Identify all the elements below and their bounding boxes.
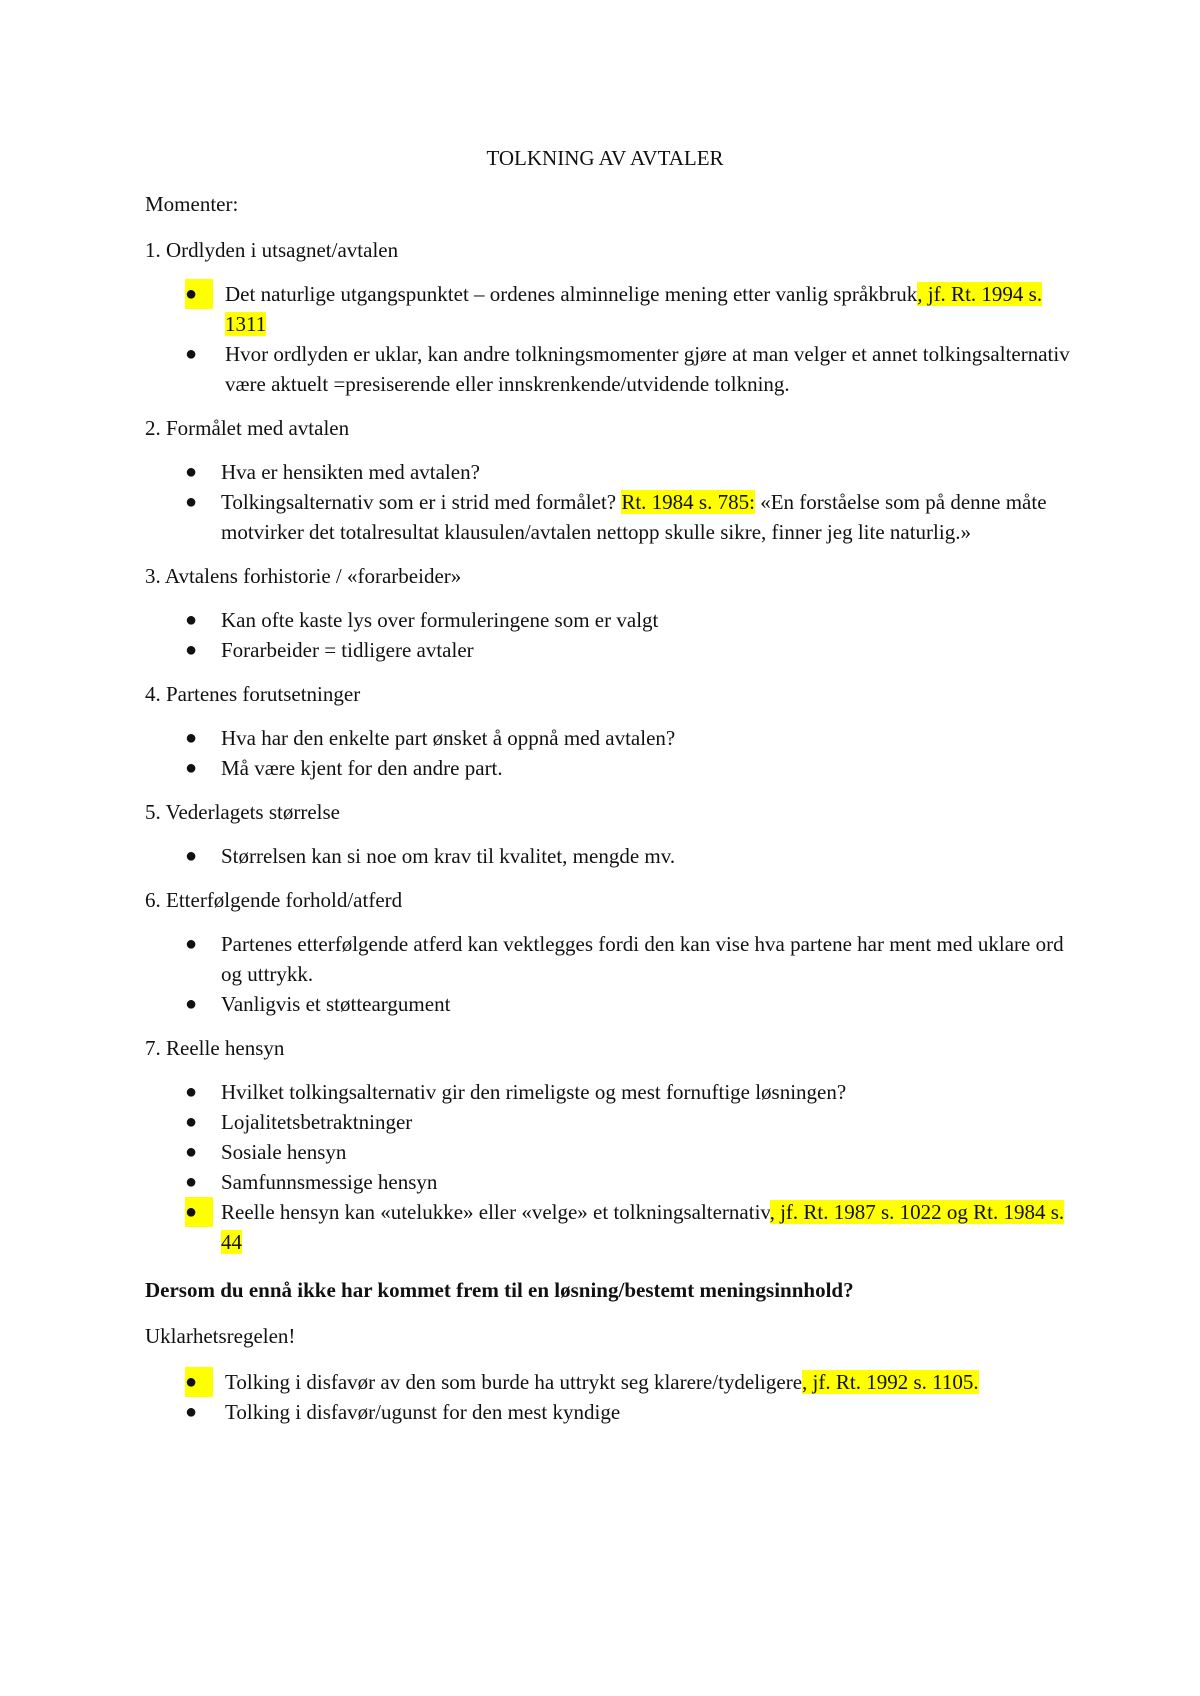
list-item-text: Samfunnsmessige hensyn: [221, 1170, 438, 1194]
list-item: [145, 841, 1070, 871]
section-bullet-list: [145, 723, 1070, 783]
list-item-text: Kan ofte kaste lys over formuleringene som er valgt: [221, 608, 659, 632]
highlighted-citation: , jf. Rt. 1992 s. 1105.: [802, 1370, 979, 1394]
list-item-text: Hva er hensikten med avtalen?: [221, 460, 480, 484]
list-item-text: Lojalitetsbetraktninger: [221, 1110, 413, 1134]
list-item-text: Hva har den enkelte part ønsket å oppnå med avtalen?: [221, 726, 676, 750]
document-page: [145, 143, 1070, 1441]
bullet-icon: ●: [185, 279, 213, 309]
list-item-text: Tolking i disfavør/ugunst for den mest kyndige: [225, 1400, 621, 1424]
list-item-text: Må være kjent for den andre part.: [221, 756, 503, 780]
list-item: [145, 1137, 1070, 1167]
list-item-text: Partenes etterfølgende atferd kan vektlegges fordi den kan vise hva partene har ment med uklare ord og uttrykk.: [221, 932, 1064, 986]
bullet-icon: ●: [185, 1141, 198, 1163]
bullet-icon: ●: [185, 1111, 198, 1133]
bullet-icon: ●: [185, 993, 198, 1015]
section-heading: 7. Reelle hensyn: [145, 1036, 285, 1060]
list-item: [145, 279, 1070, 339]
list-item-text: Sosiale hensyn: [221, 1140, 347, 1164]
section-heading: 1. Ordlyden i utsagnet/avtalen: [145, 238, 399, 262]
list-item-text: Hvor ordlyden er uklar, kan andre tolkningsmomenter gjøre at man velger et annet tolkingsalternativ være aktuelt =presiserende eller innskrenkende/utvidende tolkning.: [225, 342, 1070, 396]
question-heading: Dersom du ennå ikke har kommet frem til en løsning/bestemt meningsinnhold?: [145, 1278, 854, 1302]
section-bullet-list: [145, 841, 1070, 871]
list-item: [145, 605, 1070, 635]
section-bullet-list: [145, 929, 1070, 1019]
section-bullet-list: [145, 457, 1070, 547]
bullet-icon: ●: [185, 491, 198, 513]
list-item: [145, 723, 1070, 753]
list-item-text: Reelle hensyn kan «utelukke» eller «velge» et tolkningsalternativ: [221, 1200, 770, 1224]
bullet-icon: ●: [185, 933, 198, 955]
list-item: [145, 635, 1070, 665]
list-item: [145, 1077, 1070, 1107]
list-item-text: Forarbeider = tidligere avtaler: [221, 638, 474, 662]
bullet-icon: ●: [185, 461, 198, 483]
list-item-text: Det naturlige utgangspunktet – ordenes alminnelige mening etter vanlig språkbruk: [225, 282, 918, 306]
list-item-text: Størrelsen kan si noe om krav til kvalitet, mengde mv.: [221, 844, 676, 868]
bullet-icon: ●: [185, 343, 198, 365]
bullet-icon: ●: [185, 609, 198, 631]
list-item: [145, 1397, 1070, 1427]
list-item: [145, 339, 1070, 399]
section-bullet-list: [145, 279, 1070, 399]
highlighted-citation: Rt. 1984 s. 785:: [621, 490, 755, 514]
section-bullet-list: [145, 1077, 1070, 1257]
list-item: [145, 989, 1070, 1019]
section-heading: 4. Partenes forutsetninger: [145, 682, 361, 706]
list-item-text: Tolkingsalternativ som er i strid med formålet?: [221, 490, 622, 514]
section-heading: 2. Formålet med avtalen: [145, 416, 350, 440]
bullet-icon: ●: [185, 845, 198, 867]
section-heading: 6. Etterfølgende forhold/atferd: [145, 888, 403, 912]
bullet-icon: ●: [185, 1171, 198, 1193]
list-item: [145, 487, 1070, 547]
list-item: [145, 753, 1070, 783]
highlighted-citation: , jf. Rt. 1994 s. 1311: [225, 282, 1043, 336]
list-item-text: Hvilket tolkingsalternativ gir den rimeligste og mest fornuftige løsningen?: [221, 1080, 847, 1104]
bullet-icon: ●: [185, 639, 198, 661]
bullet-icon: ●: [185, 1367, 213, 1397]
rule-bullet-list: [145, 1367, 1070, 1427]
list-item-text-continued: «En forståelse som på denne måte motvirker det totalresultat klausulen/avtalen nettopp skulle sikre, finner jeg lite naturlig.»: [221, 490, 1047, 544]
bullet-icon: ●: [185, 1197, 213, 1227]
list-item: [145, 1167, 1070, 1197]
list-item: [145, 1107, 1070, 1137]
section-heading: 5. Vederlagets størrelse: [145, 800, 340, 824]
rule-label: Uklarhetsregelen!: [145, 1324, 296, 1348]
highlighted-citation: , jf. Rt. 1987 s. 1022 og Rt. 1984 s. 44: [221, 1200, 1065, 1254]
list-item: [145, 1197, 1070, 1257]
section-heading: 3. Avtalens forhistorie / «forarbeider»: [145, 564, 462, 588]
bullet-icon: ●: [185, 1081, 198, 1103]
list-item-text: Tolking i disfavør av den som burde ha uttrykt seg klarere/tydeligere: [225, 1370, 803, 1394]
bullet-icon: ●: [185, 727, 198, 749]
bullet-icon: ●: [185, 757, 198, 779]
intro-label: Momenter:: [145, 192, 239, 216]
list-item: [145, 929, 1070, 989]
section-bullet-list: [145, 605, 1070, 665]
sections-container: [145, 235, 1070, 1257]
bullet-icon: ●: [185, 1401, 198, 1423]
list-item: [145, 457, 1070, 487]
list-item: [145, 1367, 1070, 1397]
document-title: TOLKNING AV AVTALER: [486, 146, 724, 170]
list-item-text: Vanligvis et støtteargument: [221, 992, 451, 1016]
